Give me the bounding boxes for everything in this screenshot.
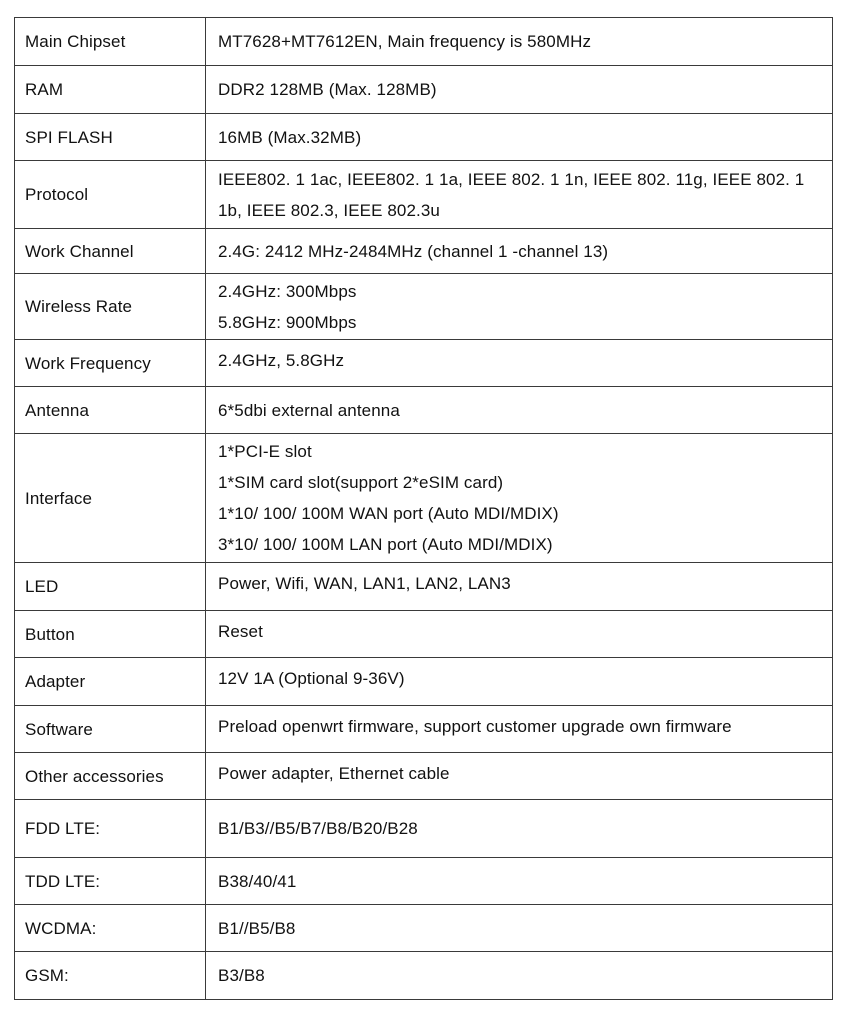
row-value: 16MB (Max.32MB) — [206, 114, 833, 161]
row-label: WCDMA: — [15, 905, 206, 952]
table-row — [15, 753, 833, 800]
table-row — [15, 229, 833, 274]
table-row — [15, 800, 833, 858]
row-label: RAM — [15, 66, 206, 114]
row-value: DDR2 128MB (Max. 128MB) — [206, 66, 833, 114]
row-value: Preload openwrt firmware, support customer upgrade own firmware — [206, 706, 833, 753]
row-value: 6*5dbi external antenna — [206, 387, 833, 434]
table-row — [15, 658, 833, 706]
row-value: Power, Wifi, WAN, LAN1, LAN2, LAN3 — [206, 563, 833, 611]
row-label: LED — [15, 563, 206, 611]
row-value: IEEE802. 1 1ac, IEEE802. 1 1a, IEEE 802. 1 1n, IEEE 802. 11g, IEEE 802. 1 1b, IEEE 802.3, IEEE 802.3u — [206, 161, 833, 229]
row-label: Other accessories — [15, 753, 206, 800]
table-row — [15, 952, 833, 1000]
table-row — [15, 434, 833, 563]
row-label: SPI FLASH — [15, 114, 206, 161]
table-row — [15, 858, 833, 905]
spec-table — [14, 17, 833, 1000]
table-row — [15, 611, 833, 658]
row-label: Work Frequency — [15, 340, 206, 387]
row-value: Reset — [206, 611, 833, 658]
row-label: Antenna — [15, 387, 206, 434]
row-value: 1*PCI-E slot 1*SIM card slot(support 2*eSIM card) 1*10/ 100/ 100M WAN port (Auto MDI/MDIX) 3*10/ 100/ 100M LAN port (Auto MDI/MDIX) — [206, 434, 833, 563]
table-row — [15, 387, 833, 434]
table-row — [15, 114, 833, 161]
row-label: FDD LTE: — [15, 800, 206, 858]
table-row — [15, 18, 833, 66]
row-value: 12V 1A (Optional 9-36V) — [206, 658, 833, 706]
row-value: B1/B3//B5/B7/B8/B20/B28 — [206, 800, 833, 858]
table-row — [15, 274, 833, 340]
table-row — [15, 905, 833, 952]
row-label: Interface — [15, 434, 206, 563]
row-label: Work Channel — [15, 229, 206, 274]
table-row — [15, 563, 833, 611]
row-value: 2.4GHz, 5.8GHz — [206, 340, 833, 387]
row-label: TDD LTE: — [15, 858, 206, 905]
table-row — [15, 706, 833, 753]
row-value: MT7628+MT7612EN, Main frequency is 580MHz — [206, 18, 833, 66]
row-label: Software — [15, 706, 206, 753]
row-value: B38/40/41 — [206, 858, 833, 905]
table-row — [15, 340, 833, 387]
table-row — [15, 66, 833, 114]
row-label: GSM: — [15, 952, 206, 1000]
row-value: B1//B5/B8 — [206, 905, 833, 952]
row-label: Button — [15, 611, 206, 658]
row-value: 2.4GHz: 300Mbps 5.8GHz: 900Mbps — [206, 274, 833, 340]
row-label: Adapter — [15, 658, 206, 706]
row-label: Wireless Rate — [15, 274, 206, 340]
row-label: Protocol — [15, 161, 206, 229]
row-value: Power adapter, Ethernet cable — [206, 753, 833, 800]
row-label: Main Chipset — [15, 18, 206, 66]
table-row — [15, 161, 833, 229]
row-value: 2.4G: 2412 MHz-2484MHz (channel 1 -channel 13) — [206, 229, 833, 274]
row-value: B3/B8 — [206, 952, 833, 1000]
